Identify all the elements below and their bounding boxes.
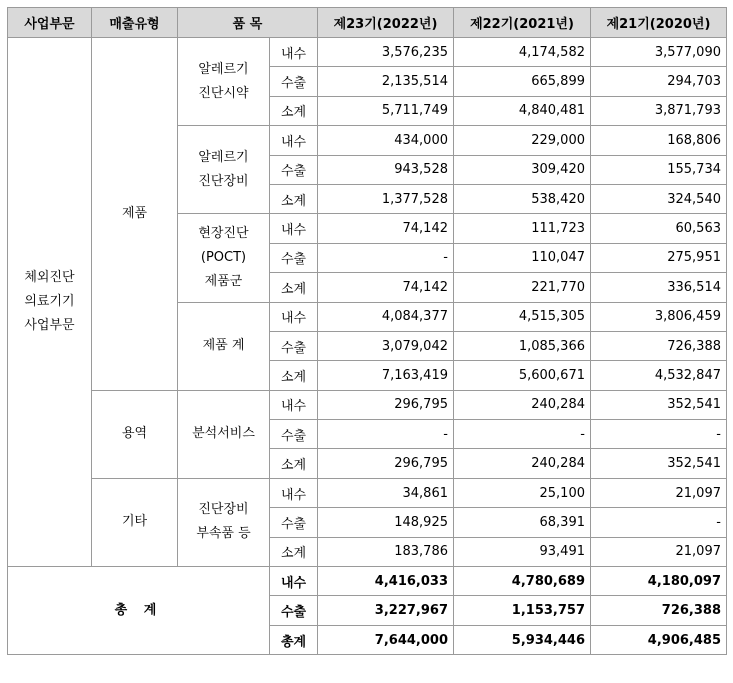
kind-cell: 내수: [270, 478, 318, 507]
value-cell: -: [318, 243, 454, 272]
value-cell: 538,420: [454, 184, 591, 213]
value-cell: 352,541: [591, 390, 727, 419]
value-cell: 25,100: [454, 478, 591, 507]
header-item: 품 목: [178, 8, 318, 38]
value-cell: 4,416,033: [318, 567, 454, 596]
kind-cell: 소계: [270, 184, 318, 213]
value-cell: 148,925: [318, 508, 454, 537]
item-line: 알레르기: [198, 149, 249, 165]
value-cell: 434,000: [318, 126, 454, 155]
item-line: (POCT): [200, 249, 247, 265]
item-parts: [178, 478, 270, 566]
value-cell: 5,600,671: [454, 361, 591, 390]
type-other: 기타: [92, 478, 178, 566]
kind-cell: 소계: [270, 449, 318, 478]
item-line: 진단장비: [198, 173, 249, 189]
value-cell: 93,491: [454, 537, 591, 566]
value-cell: 5,934,446: [454, 625, 591, 654]
value-cell: -: [454, 420, 591, 449]
grand-total-label: 총 계: [8, 567, 270, 655]
header-fy22: 제22기(2021년): [454, 8, 591, 38]
table-row: [8, 38, 727, 67]
item-analysis-service: 분석서비스: [178, 390, 270, 478]
value-cell: 294,703: [591, 67, 727, 96]
kind-cell: 총계: [270, 625, 318, 654]
item-line: 진단시약: [198, 85, 249, 101]
value-cell: 3,576,235: [318, 38, 454, 67]
value-cell: 4,780,689: [454, 567, 591, 596]
kind-cell: 수출: [270, 243, 318, 272]
item-line: 현장진단: [198, 225, 249, 241]
value-cell: 74,142: [318, 273, 454, 302]
value-cell: 4,180,097: [591, 567, 727, 596]
kind-cell: 수출: [270, 508, 318, 537]
kind-cell: 수출: [270, 596, 318, 625]
header-fy21: 제21기(2020년): [591, 8, 727, 38]
item-allergy-equipment: [178, 126, 270, 214]
kind-cell: 소계: [270, 537, 318, 566]
value-cell: 726,388: [591, 596, 727, 625]
value-cell: 4,174,582: [454, 38, 591, 67]
kind-cell: 내수: [270, 214, 318, 243]
header-sales-type: 매출유형: [92, 8, 178, 38]
value-cell: 726,388: [591, 331, 727, 360]
value-cell: 4,840,481: [454, 96, 591, 125]
kind-cell: 소계: [270, 96, 318, 125]
value-cell: 3,227,967: [318, 596, 454, 625]
value-cell: 943,528: [318, 155, 454, 184]
value-cell: 3,871,793: [591, 96, 727, 125]
value-cell: 3,577,090: [591, 38, 727, 67]
kind-cell: 소계: [270, 273, 318, 302]
division-label-line: 체외진단: [24, 270, 75, 286]
value-cell: 324,540: [591, 184, 727, 213]
value-cell: 21,097: [591, 537, 727, 566]
value-cell: -: [591, 508, 727, 537]
item-line: 알레르기: [198, 61, 249, 77]
header-row: [8, 8, 727, 38]
value-cell: 4,084,377: [318, 302, 454, 331]
value-cell: 2,135,514: [318, 67, 454, 96]
kind-cell: 내수: [270, 302, 318, 331]
header-fy23: 제23기(2022년): [318, 8, 454, 38]
item-product-total: 제품 계: [178, 302, 270, 390]
value-cell: 336,514: [591, 273, 727, 302]
value-cell: 5,711,749: [318, 96, 454, 125]
kind-cell: 내수: [270, 390, 318, 419]
value-cell: 21,097: [591, 478, 727, 507]
kind-cell: 내수: [270, 38, 318, 67]
value-cell: 155,734: [591, 155, 727, 184]
value-cell: 1,153,757: [454, 596, 591, 625]
value-cell: -: [318, 420, 454, 449]
kind-cell: 수출: [270, 155, 318, 184]
value-cell: 7,163,419: [318, 361, 454, 390]
value-cell: 183,786: [318, 537, 454, 566]
value-cell: 275,951: [591, 243, 727, 272]
value-cell: 229,000: [454, 126, 591, 155]
division-label-line: 의료기기: [24, 294, 75, 310]
value-cell: 1,377,528: [318, 184, 454, 213]
value-cell: 110,047: [454, 243, 591, 272]
value-cell: 296,795: [318, 449, 454, 478]
value-cell: 168,806: [591, 126, 727, 155]
value-cell: 4,906,485: [591, 625, 727, 654]
item-line: 제품군: [204, 273, 243, 289]
value-cell: 4,515,305: [454, 302, 591, 331]
kind-cell: 소계: [270, 361, 318, 390]
value-cell: 296,795: [318, 390, 454, 419]
value-cell: 221,770: [454, 273, 591, 302]
value-cell: 3,079,042: [318, 331, 454, 360]
item-allergy-reagent: [178, 38, 270, 126]
kind-cell: 수출: [270, 420, 318, 449]
value-cell: 240,284: [454, 449, 591, 478]
kind-cell: 수출: [270, 67, 318, 96]
value-cell: 60,563: [591, 214, 727, 243]
value-cell: 7,644,000: [318, 625, 454, 654]
type-service: 용역: [92, 390, 178, 478]
value-cell: 111,723: [454, 214, 591, 243]
table-row: [8, 478, 727, 507]
value-cell: 4,532,847: [591, 361, 727, 390]
value-cell: 3,806,459: [591, 302, 727, 331]
division-cell: [8, 38, 92, 567]
value-cell: 309,420: [454, 155, 591, 184]
value-cell: 240,284: [454, 390, 591, 419]
value-cell: 665,899: [454, 67, 591, 96]
type-product: 제품: [92, 38, 178, 391]
kind-cell: 내수: [270, 567, 318, 596]
grand-total-row: [8, 567, 727, 596]
item-poct: [178, 214, 270, 302]
header-division: 사업부문: [8, 8, 92, 38]
value-cell: 34,861: [318, 478, 454, 507]
sales-table: [7, 7, 727, 655]
division-label-line: 사업부문: [24, 318, 75, 334]
item-line: 진단장비: [198, 502, 249, 518]
value-cell: -: [591, 420, 727, 449]
kind-cell: 내수: [270, 126, 318, 155]
table-row: [8, 390, 727, 419]
value-cell: 352,541: [591, 449, 727, 478]
item-line: 부속품 등: [196, 526, 251, 542]
kind-cell: 수출: [270, 331, 318, 360]
value-cell: 1,085,366: [454, 331, 591, 360]
value-cell: 74,142: [318, 214, 454, 243]
value-cell: 68,391: [454, 508, 591, 537]
